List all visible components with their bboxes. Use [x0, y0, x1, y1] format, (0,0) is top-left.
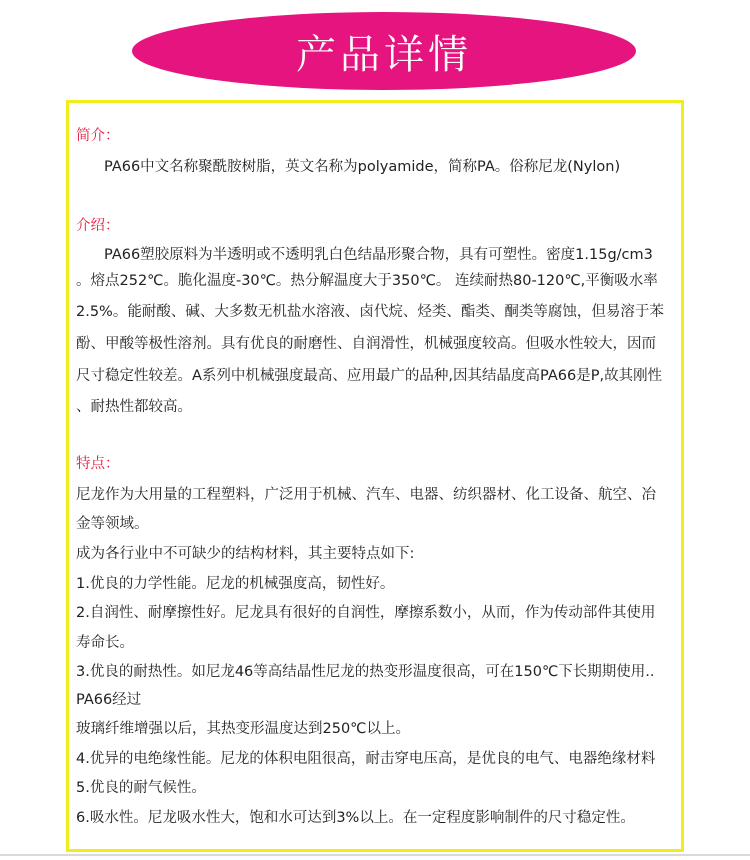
title-banner — [132, 12, 636, 90]
description-line: 、耐热性都较高。 — [76, 399, 192, 415]
banner-title: 产品详情 — [296, 31, 472, 78]
description-heading: 介绍： — [76, 218, 120, 234]
features-heading: 特点： — [76, 456, 120, 472]
features-line: 尼龙作为大用量的工程塑料，广泛用于机械、汽车、电器、纺织器材、化工设备、航空、冶 — [76, 487, 656, 503]
intro-line: PA66中文名称聚酰胺树脂，英文名称为polyamide，简称PA。俗称尼龙(Nylon) — [104, 159, 621, 175]
bottom-divider — [0, 854, 750, 856]
description-line: 2.5%。能耐酸、碱、大多数无机盐水溶液、卤代烷、烃类、酯类、酮类等腐蚀，但易溶于苯 — [76, 304, 664, 320]
features-line: 寿命长。 — [76, 635, 134, 651]
features-line: 5.优良的耐气候性。 — [76, 780, 206, 796]
description-line: 。熔点252℃。脆化温度-30℃。热分解温度大于350℃。 连续耐热80-120℃,平衡吸水率 — [76, 273, 658, 289]
description-line: 尺寸稳定性较差。A系列中机械强度最高、应用最广的品种,因其结晶度高PA66是P,故其刚性 — [76, 368, 663, 384]
features-line: 4.优异的电绝缘性能。尼龙的体积电阻很高，耐击穿电压高，是优良的电气、电器绝缘材料 — [76, 751, 656, 767]
content-panel — [66, 100, 684, 852]
features-line: 金等领域。 — [76, 516, 149, 532]
features-line: 1.优良的力学性能。尼龙的机械强度高，韧性好。 — [76, 576, 395, 592]
intro-heading: 简介： — [76, 128, 120, 144]
features-line: 6.吸水性。尼龙吸水性大，饱和水可达到3%以上。在一定程度影响制件的尺寸稳定性。 — [76, 810, 635, 826]
description-line: PA66塑胶原料为半透明或不透明乳白色结晶形聚合物，具有可塑性。密度1.15g/cm3 — [104, 247, 653, 263]
features-line: 2.自润性、耐摩擦性好。尼龙具有很好的自润性，摩擦系数小，从而，作为传动部件其使用 — [76, 605, 656, 621]
features-line: 成为各行业中不可缺少的结构材料，其主要特点如下: — [76, 546, 415, 562]
features-line: PA66经过 — [76, 692, 142, 708]
features-line: 玻璃纤维增强以后，其热变形温度达到250℃以上。 — [76, 721, 410, 737]
features-line: 3.优良的耐热性。如尼龙46等高结晶性尼龙的热变形温度很高，可在150℃下长期期使用.. — [76, 664, 655, 680]
description-line: 酚、甲酸等极性溶剂。具有优良的耐磨性、自润滑性，机械强度较高。但吸水性较大，因而 — [76, 336, 656, 352]
